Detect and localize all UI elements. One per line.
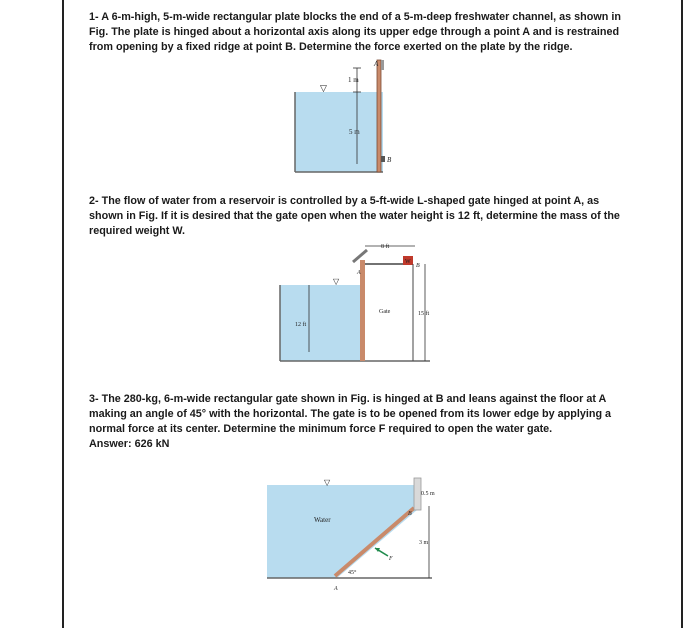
page-right-border xyxy=(681,0,683,628)
angle-45-label: 45° xyxy=(348,570,357,576)
label-8ft: 8 ft xyxy=(381,244,390,250)
figure-2-l-gate xyxy=(275,240,445,365)
label-3m: 3 m xyxy=(419,540,429,546)
weight-w-label: W xyxy=(405,259,411,265)
problem-3-statement: 3- The 280-kg, 6-m-wide rectangular gate shown in Fig. is hinged at B and leans against the floor at A making an angle of 45° with the horizontal. The gate is to be opened from its lower edge by applying a normal force at its center. Determine the minimum force F required to open the water gate. xyxy=(89,393,612,435)
point-a-label: A xyxy=(374,60,379,68)
gate-label: Gate xyxy=(379,309,391,315)
point-a-label: A xyxy=(357,270,361,276)
ridge-b xyxy=(381,156,385,162)
problem-1-text: 1- A 6-m-high, 5-m-wide rectangular plate blocks the end of a 5-m-deep freshwater channel, as shown in Fig. The plate is hinged about a horizontal axis along its upper edge through a point A and is restrained from opening by a fixed ridge at point B. Determine the force exerted on the plate by the ridge. xyxy=(89,11,621,53)
problem-3-answer: Answer: 626 kN xyxy=(89,438,170,450)
figure-3-inclined-gate xyxy=(262,470,442,595)
label-1m: 1 m xyxy=(348,76,359,84)
hinged-plate xyxy=(377,60,381,172)
problem-3-text xyxy=(89,392,634,452)
problem-2-text: 2- The flow of water from a reservoir is controlled by a 5-ft-wide L-shaped gate hinged at point A, as shown in Fig. If it is desired that the gate open when the water height is 12 ft, determine the mass of the required weight W. xyxy=(89,195,620,237)
reservoir-water xyxy=(280,285,360,361)
free-surface-symbol: ▽ xyxy=(333,277,340,286)
point-b-label: B xyxy=(387,156,392,164)
water-label: Water xyxy=(314,516,331,524)
label-15ft: 15 ft xyxy=(418,311,430,317)
point-a-label: A xyxy=(334,586,338,592)
free-surface-symbol: ▽ xyxy=(324,478,331,487)
point-b-label: B xyxy=(408,511,412,517)
force-f-label: F xyxy=(389,556,393,562)
page-left-border xyxy=(62,0,64,628)
vertical-wall xyxy=(414,478,421,510)
gate-vertical-leg xyxy=(360,260,365,361)
point-b-label: B xyxy=(416,263,420,269)
figure-1-plate-channel xyxy=(290,58,400,176)
freshwater-channel xyxy=(295,92,383,172)
label-05m: 0.5 m xyxy=(421,491,435,497)
label-5m: 5 m xyxy=(349,128,360,136)
hinge-support xyxy=(381,60,384,70)
free-surface-symbol: ▽ xyxy=(320,83,327,93)
water-region xyxy=(267,485,417,578)
label-12ft: 12 ft xyxy=(295,322,307,328)
